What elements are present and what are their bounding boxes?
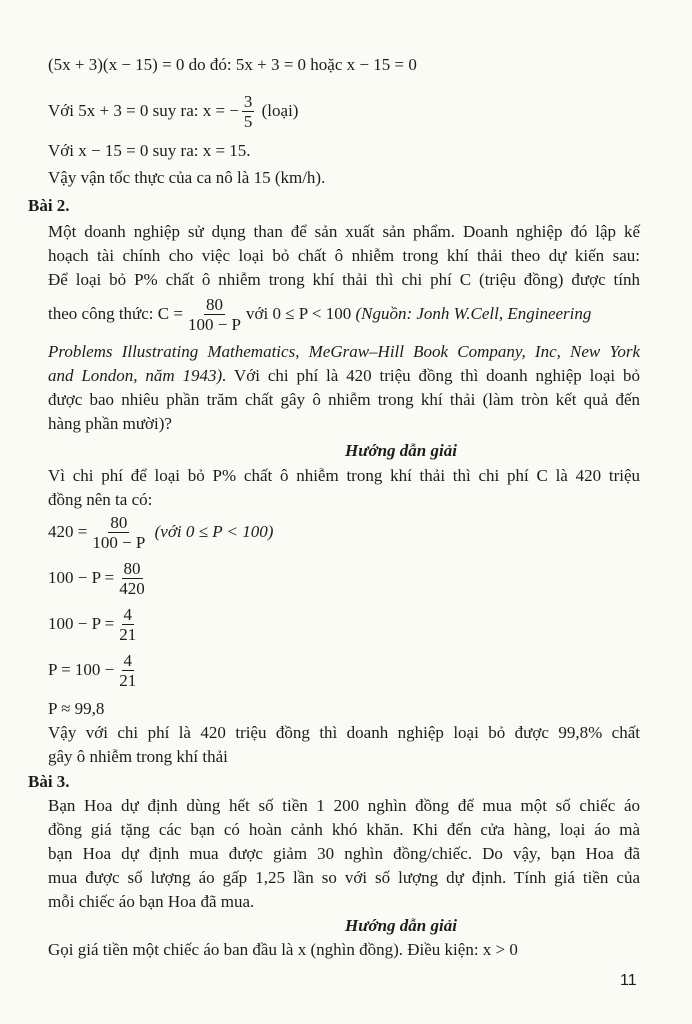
denominator: 5: [243, 112, 253, 131]
equation-line: [48, 605, 141, 645]
paragraph-line: được bao nhiêu phần trăm chất gây ô nhiễm trong khí thải (làm tròn kết quả đến: [48, 390, 640, 409]
fraction: [117, 559, 147, 599]
formula-line: [48, 295, 591, 335]
denominator: 100 − P: [187, 315, 241, 334]
numerator: 3: [243, 92, 253, 111]
fraction: [117, 605, 138, 645]
numerator: 80: [110, 513, 128, 532]
source: (Nguồn: Jonh W.Cell, Engineering: [355, 303, 592, 323]
paragraph-line: bạn Hoa dự định mua được giảm 30 nghìn đồng/chiếc. Do vậy, bạn Hoa đã: [48, 844, 640, 863]
text: 420 =: [48, 521, 88, 541]
paragraph-line: Gọi giá tiền một chiếc áo ban đầu là x (nghìn đồng). Điều kiện: x > 0: [48, 940, 518, 959]
fraction: [242, 92, 255, 132]
exercise-title: Bài 3.: [28, 772, 70, 791]
fraction: [90, 513, 147, 553]
solution-heading: Hướng dẫn giải: [345, 441, 457, 460]
numerator: 4: [123, 651, 132, 670]
conclusion: Vậy vận tốc thực của ca nô là 15 (km/h).: [48, 168, 326, 187]
equation-line: Với x − 15 = 0 suy ra: x = 15.: [48, 141, 251, 160]
text: (loại): [261, 100, 299, 120]
numerator: 80: [123, 559, 141, 578]
page-number: 11: [620, 972, 637, 989]
condition: (với 0 ≤ P < 100): [154, 521, 274, 541]
source: Problems Illustrating Mathematics, MeGraw–Hill Book Company, Inc, New York: [48, 342, 640, 361]
text: theo công thức: C =: [48, 303, 183, 323]
text: 100 − P =: [48, 567, 115, 587]
fraction: [186, 295, 243, 335]
text: với 0 ≤ P < 100: [246, 303, 352, 323]
conclusion: Vậy với chi phí là 420 triệu đồng thì doanh nghiệp loại bỏ được 99,8% chất: [48, 723, 640, 742]
text: Với chi phí là 420 triệu đồng thì doanh nghiệp loại bỏ: [226, 366, 640, 385]
paragraph-line: Để loại bỏ P% chất ô nhiễm trong khí thải thì chi phí C (triệu đồng) được tính: [48, 270, 640, 289]
equation-line: [48, 651, 141, 691]
paragraph-line: đồng giá tặng các bạn có hoàn cảnh khó khăn. Khi đến cửa hàng, loại áo mà: [48, 820, 640, 839]
paragraph-line: hoạch tài chính cho việc loại bỏ chất ô nhiễm trong khí thải theo dự kiến sau:: [48, 246, 640, 265]
source: and London, năm 1943).: [48, 366, 227, 385]
text: 100 − P =: [48, 613, 115, 633]
paragraph-line: đồng nên ta có:: [48, 490, 153, 509]
denominator: 21: [119, 625, 137, 644]
paragraph-line: Vì chi phí để loại bỏ P% chất ô nhiễm trong khí thải thì chi phí C là 420 triệu: [48, 466, 640, 485]
paragraph-line: mua được số lượng áo gấp 1,25 lần so với số lượng dự định. Tính giá tiền của: [48, 868, 640, 887]
fraction: [117, 651, 138, 691]
text: Với 5x + 3 = 0 suy ra: x = −: [48, 100, 239, 120]
text: P = 100 −: [48, 659, 115, 679]
denominator: 21: [119, 671, 137, 690]
numerator: 80: [205, 295, 223, 314]
numerator: 4: [123, 605, 132, 624]
conclusion: gây ô nhiễm trong khí thải: [48, 747, 228, 766]
solution-heading: Hướng dẫn giải: [345, 916, 457, 935]
denominator: 420: [119, 579, 145, 598]
paragraph-line: Bạn Hoa dự định dùng hết số tiền 1 200 nghìn đồng để mua một số chiếc áo: [48, 796, 640, 815]
equation-line: [48, 513, 273, 553]
equation-line: [48, 559, 150, 599]
paragraph-line: [48, 341, 640, 363]
paragraph-line: [48, 365, 640, 387]
equation-line: [48, 92, 298, 132]
paragraph-line: mỗi chiếc áo bạn Hoa đã mua.: [48, 892, 255, 911]
denominator: 100 − P: [92, 533, 146, 552]
paragraph-line: hàng phần mười)?: [48, 414, 172, 433]
equation-line: (5x + 3)(x − 15) = 0 do đó: 5x + 3 = 0 hoặc x − 15 = 0: [48, 55, 417, 74]
exercise-title: Bài 2.: [28, 196, 70, 215]
paragraph-line: Một doanh nghiệp sử dụng than để sản xuất sản phẩm. Doanh nghiệp đó lập kế: [48, 222, 640, 241]
equation-line: P ≈ 99,8: [48, 699, 105, 718]
